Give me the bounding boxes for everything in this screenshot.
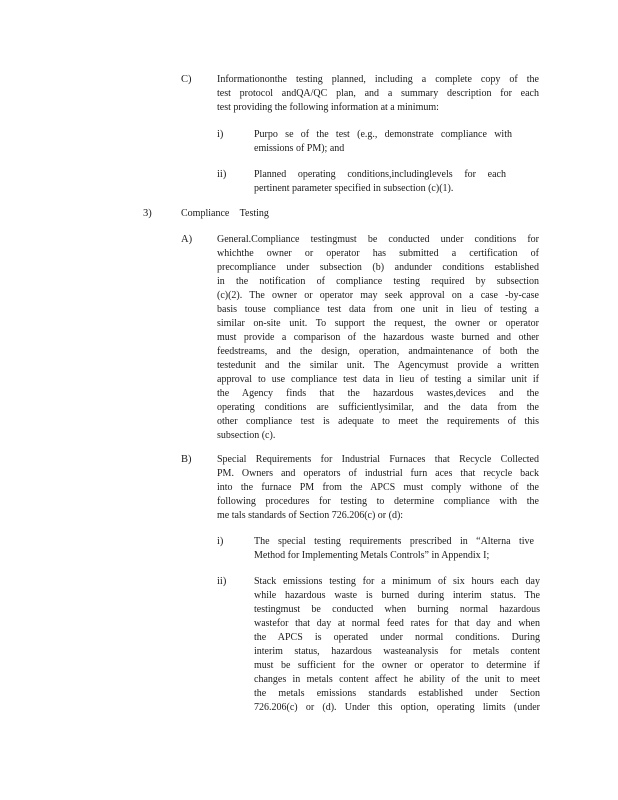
text-line: in the notification of compliance testing required by subsection [217,276,539,287]
text-line: operating conditions are sufficientlysimilar, and the data from the [217,402,539,413]
text-line: basis touse compliance test data from one unit in lieu of testing a [217,304,539,315]
text-line: the Agency finds that the hazardous wastes,devices and the [217,388,539,399]
text-line: precompliance under subsection (b) andunder conditions established [217,262,539,273]
text-line: Informationonthe testing planned, including a complete copy of the [217,74,539,85]
text-line: Planned operating conditions,includinglevels for each [254,169,506,180]
text-line: must be sufficient for the owner or operator to determine if [254,660,540,671]
text-line: testedunit and the similar unit. The Agencymust provide a written [217,360,539,371]
text-line: must provide a comparison of the hazardous waste burned and other [217,332,539,343]
text-line: Purpo se of the test (e.g., demonstrate compliance with [254,129,512,140]
paragraph-3a [217,233,539,443]
text-line: General.Compliance testingmust be conducted under conditions for [217,234,539,245]
text-line: testingmust be conducted when burning normal hazardous [254,604,540,615]
section-number: 3) [143,208,152,219]
text-line: Stack emissions testing for a minimum of six hours each day [254,576,540,587]
item-label: ii) [217,576,227,587]
text-line: subsection (c). [217,430,276,441]
text-line: the metals emissions standards established under Section [254,688,540,699]
text-line: The special testing requirements prescribed in “Alterna tive [254,536,534,547]
text-line: (c)(2). The owner or operator may seek approval on a case -by-case [217,290,539,301]
paragraph-c [217,73,539,115]
text-line: changes in metals content affect he ability of the unit to meet [254,674,540,685]
text-line: similar on-site unit. To support the request, the owner or operator [217,318,539,329]
text-line: whichthe owner or operator has submitted a certification of [217,248,539,259]
text-line: feedstreams, and the design, operation, andmaintenance of both the [217,346,539,357]
text-line: 726.206(c) or (d). Under this option, operating limits (under [254,702,540,713]
text-line: following procedures for testing to determine compliance with the [217,496,539,507]
text-line: into the furnace PM from the APCS must comply withone of the [217,482,539,493]
text-line: wastefor that day at normal feed rates for that day and when [254,618,540,629]
paragraph-3b-i [254,535,534,563]
paragraph-3b-ii [254,575,540,715]
text-line: test protocol andQA/QC plan, and a summary description for each [217,88,539,99]
item-label: B) [181,454,192,465]
text-line: pertinent parameter specified in subsection (c)(1). [254,183,454,194]
text-line: PM. Owners and operators of industrial furn aces that recycle back [217,468,539,479]
text-line: me tals standards of Section 726.206(c) or (d): [217,510,404,521]
text-line: interim status, hazardous wasteanalysis for metals content [254,646,540,657]
text-line: Method for Implementing Metals Controls” in Appendix I; [254,550,490,561]
text-line: other compliance test is adequate to meet the requirements of this [217,416,539,427]
text-line: the APCS is operated under normal conditions. During [254,632,540,643]
item-label: ii) [217,169,227,180]
heading-text: Compliance Testing [181,208,269,219]
item-label: i) [217,536,224,547]
item-label: A) [181,234,193,245]
paragraph-c-i [254,128,512,156]
text-line: approval to use compliance test data in lieu of testing a similar unit if [217,374,539,385]
text-line: test providing the following information at a minimum: [217,102,439,113]
text-line: while hazardous waste is burned during interim status. The [254,590,540,601]
item-label: C) [181,74,192,85]
paragraph-c-ii [254,168,506,196]
paragraph-3b [217,453,539,523]
section-heading [181,207,281,221]
text-line: emissions of PM); and [254,143,345,154]
item-label: i) [217,129,224,140]
text-line: Special Requirements for Industrial Furnaces that Recycle Collected [217,454,539,465]
